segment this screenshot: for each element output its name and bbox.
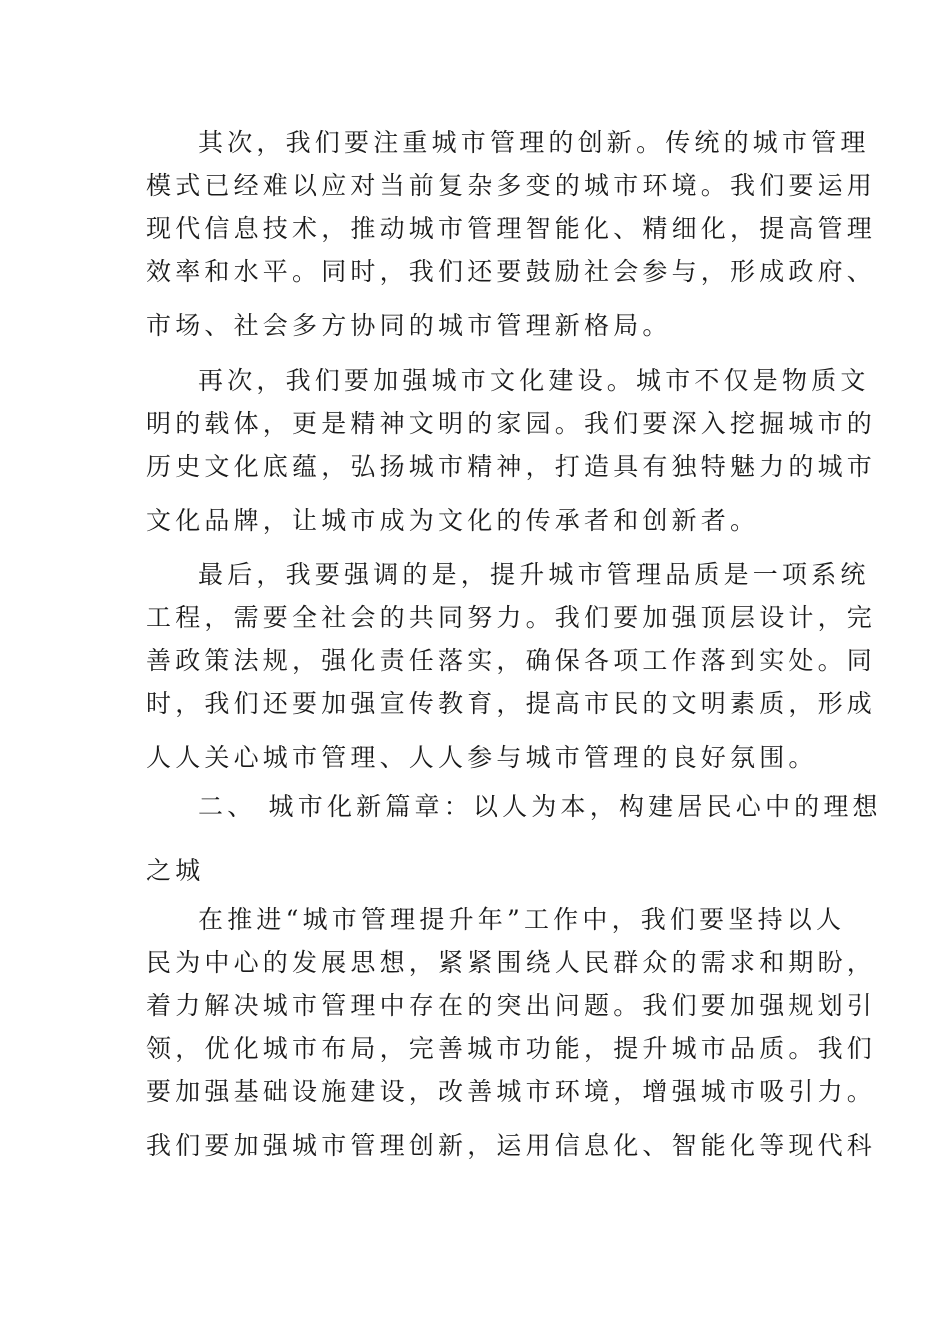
paragraph-4-line-5: 要加强基础设施建设，改善城市环境，增强城市吸引力。: [146, 1077, 877, 1106]
section-heading-line-2: 之城: [146, 856, 205, 885]
paragraph-4-line-2: 民为中心的发展思想，紧紧围绕人民群众的需求和期盼，: [146, 948, 877, 977]
paragraph-4-line-1: 在推进“城市管理提升年”工作中，我们要坚持以人: [198, 905, 846, 934]
paragraph-3-line-1: 最后，我要强调的是，提升城市管理品质是一项系统: [198, 560, 870, 589]
paragraph-4-line-3: 着力解决城市管理中存在的突出问题。我们要加强规划引: [146, 991, 877, 1020]
paragraph-3-line-3: 善政策法规，强化责任落实，确保各项工作落到实处。同: [146, 646, 877, 675]
paragraph-3-line-5: 人人关心城市管理、人人参与城市管理的良好氛围。: [146, 743, 818, 772]
paragraph-1-line-4: 效率和水平。同时，我们还要鼓励社会参与，形成政府、: [146, 257, 877, 286]
paragraph-1-line-5: 市场、社会多方协同的城市管理新格局。: [146, 311, 672, 340]
paragraph-1-line-2: 模式已经难以应对当前复杂多变的城市环境。我们要运用: [146, 171, 877, 200]
paragraph-2-line-2: 明的载体，更是精神文明的家园。我们要深入挖掘城市的: [146, 409, 877, 438]
paragraph-4-line-6: 我们要加强城市管理创新，运用信息化、智能化等现代科: [146, 1131, 877, 1160]
paragraph-2-line-1: 再次，我们要加强城市文化建设。城市不仅是物质文: [198, 366, 870, 395]
paragraph-2-line-4: 文化品牌，让城市成为文化的传承者和创新者。: [146, 506, 760, 535]
paragraph-1-line-3: 现代信息技术，推动城市管理智能化、精细化，提高管理: [146, 214, 877, 243]
paragraph-2-line-3: 历史文化底蕴，弘扬城市精神，打造具有独特魅力的城市: [146, 452, 877, 481]
paragraph-1-line-1: 其次，我们要注重城市管理的创新。传统的城市管理: [198, 128, 870, 157]
paragraph-4-line-4: 领，优化城市布局，完善城市功能，提升城市品质。我们: [146, 1034, 877, 1063]
paragraph-3-line-4: 时，我们还要加强宣传教育，提高市民的文明素质，形成: [146, 689, 877, 718]
paragraph-3-line-2: 工程，需要全社会的共同努力。我们要加强顶层设计，完: [146, 603, 877, 632]
section-heading-line-1: 二、 城市化新篇章：以人为本，构建居民心中的理想: [198, 792, 882, 821]
